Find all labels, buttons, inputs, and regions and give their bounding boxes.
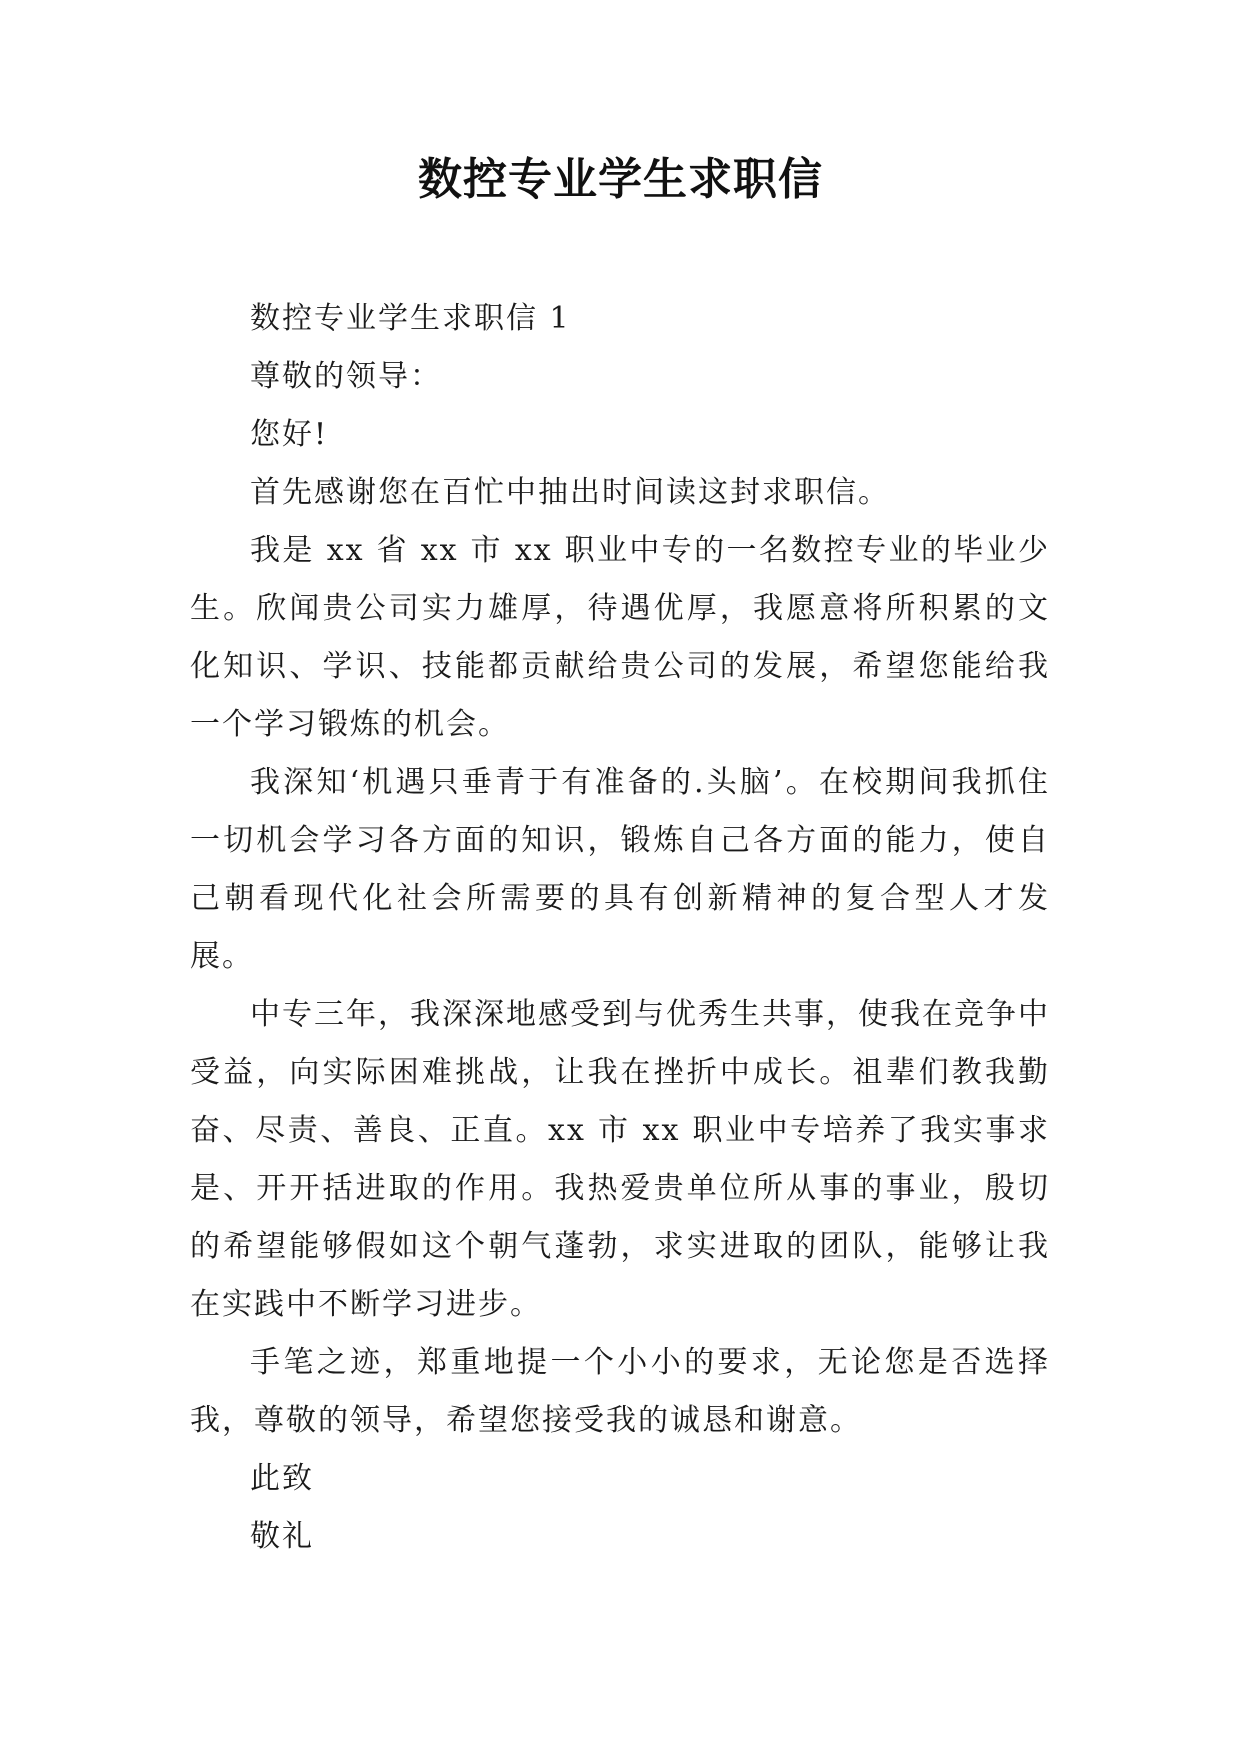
paragraph: 手笔之迹，郑重地提一个小小的要求，无论您是否选择我，尊敬的领导，希望您接受我的诚恳和谢意。: [190, 1345, 1050, 1438]
document-body: [190, 290, 1050, 1566]
salutation: 尊敬的领导：: [250, 359, 442, 394]
closing-regards: 敬礼: [250, 1519, 314, 1554]
greeting: 您好!: [250, 417, 329, 452]
paragraph: 我深知‘机遇只垂青于有准备的.头脑’。在校期间我抓住一切机会学习各方面的知识，锻炼自己各方面的能力，使自己朝看现代化社会所需要的具有创新精神的复合型人才发展。: [190, 765, 1050, 974]
closing-line: 此致: [250, 1461, 314, 1496]
document-title: 数控专业学生求职信: [418, 154, 823, 205]
paragraph: 我是 xx 省 xx 市 xx 职业中专的一名数控专业的毕业少生。欣闻贵公司实力雄厚，待遇优厚，我愿意将所积累的文化知识、学识、技能都贡献给贵公司的发展，希望您能给我一个学习锻炼的机会。: [190, 533, 1050, 742]
letter-heading: 数控专业学生求职信 1: [250, 301, 571, 336]
paragraph: 中专三年，我深深地感受到与优秀生共事，使我在竞争中受益，向实际困难挑战，让我在挫折中成长。祖辈们教我勤奋、尽责、善良、正直。xx 市 xx 职业中专培养了我实事求是、开开括进取的作用。我热爱贵单位所从事的事业，殷切的希望能够假如这个朝气蓬勃，求实进取的团队，能够让我在实践中不断学习进步。: [190, 997, 1050, 1322]
paragraph: 首先感谢您在百忙中抽出时间读这封求职信。: [250, 475, 890, 510]
